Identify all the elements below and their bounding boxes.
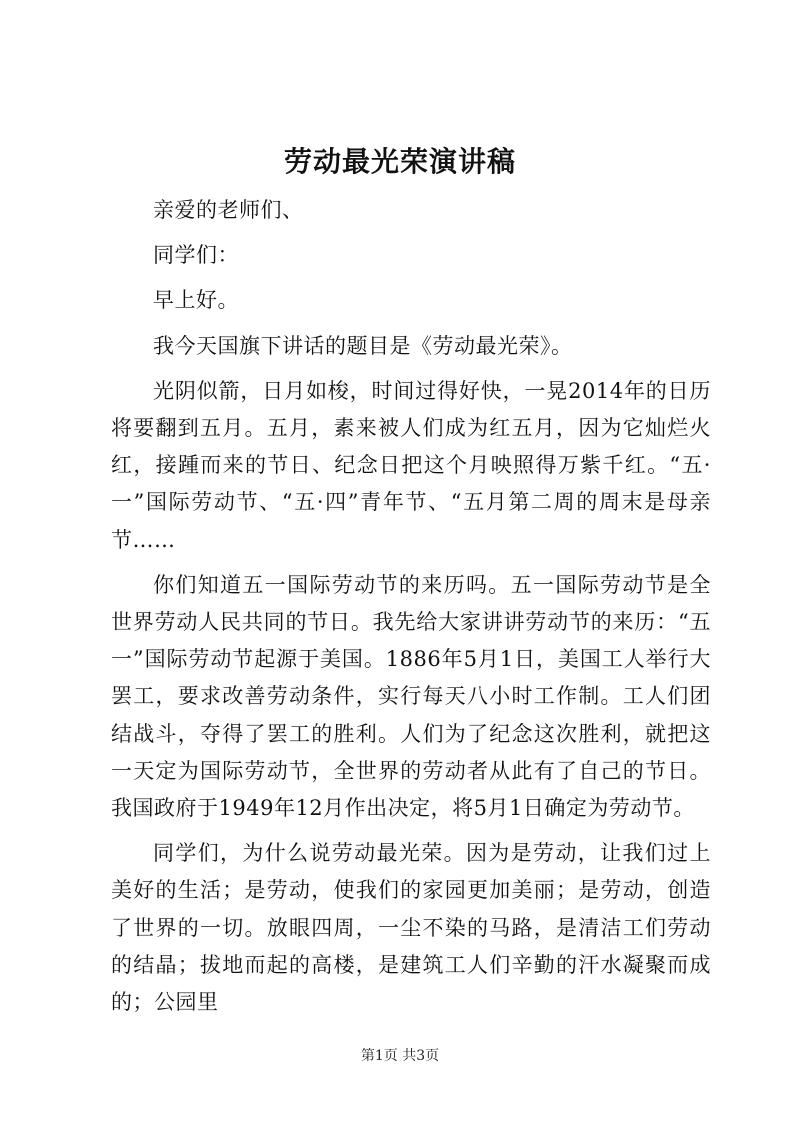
paragraph-topic: 我今天国旗下讲话的题目是《劳动最光荣》。 bbox=[153, 333, 573, 358]
paragraph-good-morning: 早上好。 bbox=[153, 288, 239, 313]
paragraph-may-festivals: 光阴似箭，日月如梭，时间过得好快，一晃2014年的日历将要翻到五月。五月，素来被人们成为红五月，因为它灿烂火红，接踵而来的节日、纪念日把这个月映照得万紫千红。“五·一”国际劳动节、“五·四”青年节、“五月第二周的周末是母亲节…… bbox=[111, 378, 711, 552]
paragraph-labor-day-history: 你们知道五一国际劳动节的来历吗。五一国际劳动节是全世界劳动人民共同的节日。我先给大家讲讲劳动节的来历：“五一”国际劳动节起源于美国。1886年5月1日，美国工人举行大罢工，要求改善劳动条件，实行每天八小时工作制。工人们团结战斗，夺得了罢工的胜利。人们为了纪念这次胜利，就把这一天定为国际劳动节，全世界的劳动者从此有了自己的节日。我国政府于1949年12月作出决定，将5月1日确定为劳动节。 bbox=[111, 572, 711, 821]
paragraph-greeting-students: 同学们： bbox=[153, 243, 239, 268]
page-footer: 第1页 共3页 bbox=[360, 1048, 440, 1064]
paragraph-greeting-teachers: 亲爱的老师们、 bbox=[153, 198, 304, 222]
document-title: 劳动最光荣演讲稿 bbox=[283, 145, 516, 178]
document-body bbox=[111, 192, 711, 1021]
paragraph-why-labor-glorious: 同学们，为什么说劳动最光荣。因为是劳动，让我们过上美好的生活；是劳动，使我们的家园更加美丽；是劳动，创造了世界的一切。放眼四周，一尘不染的马路，是清洁工们劳动的结晶；拔地而起的高楼，是建筑工人们辛勤的汗水凝聚而成的；公园里 bbox=[111, 841, 711, 1015]
